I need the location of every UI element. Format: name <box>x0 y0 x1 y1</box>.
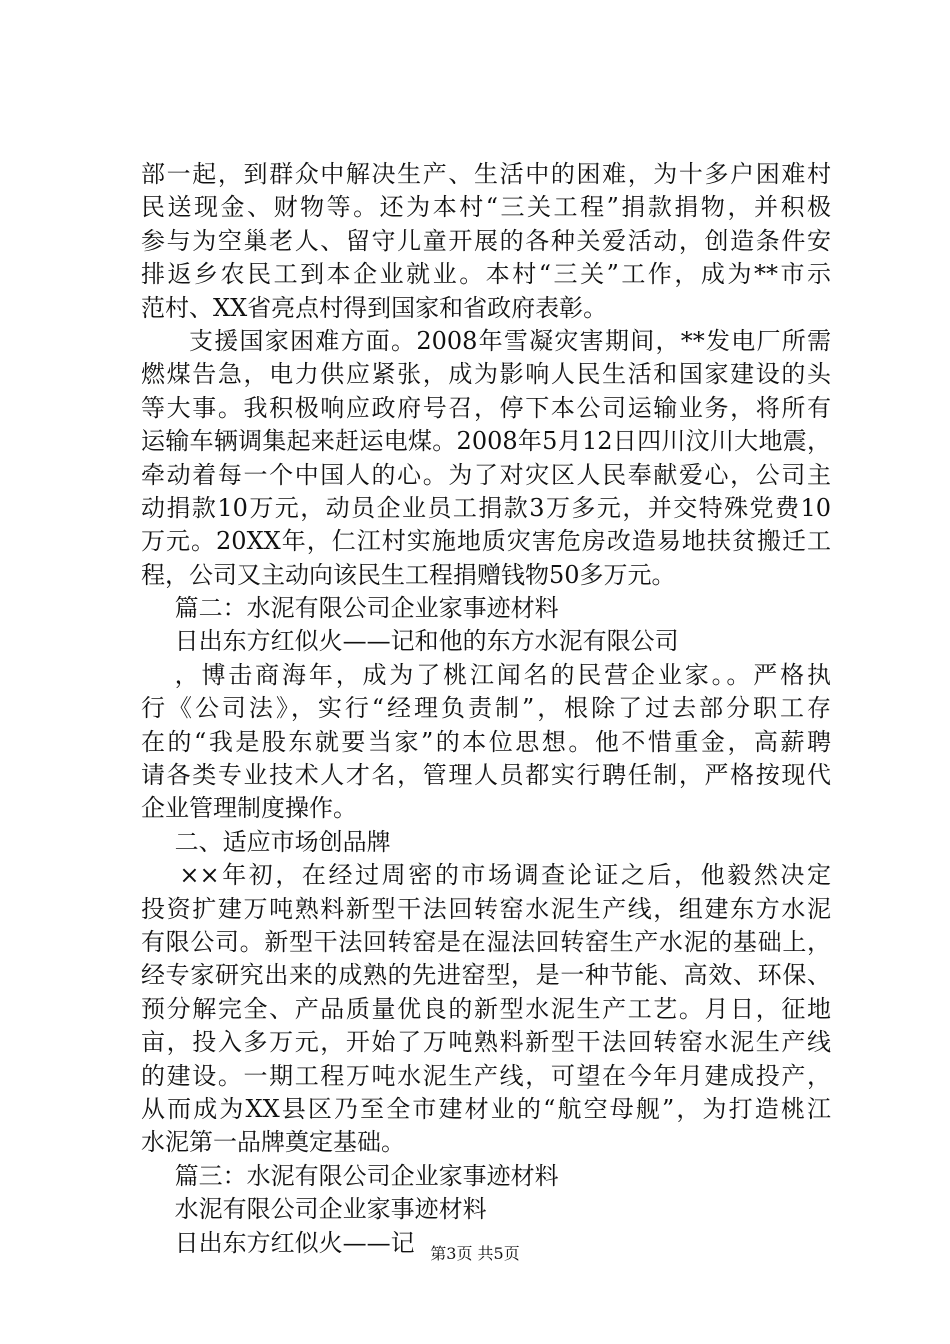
text-line-content: 预分解完全、产品质量优良的新型水泥生产工艺。月日，征地 <box>141 994 831 1023</box>
text-line-content: 水泥第一品牌奠定基础。 <box>141 1128 405 1157</box>
text-line-content: 动捐款10万元，动员企业员工捐款3万多元，并交特殊党费10 <box>141 493 831 522</box>
text-line-content: 万元。20XX年，仁江村实施地质灾害危房改造易地扶贫搬迁工 <box>141 527 831 556</box>
text-line <box>141 993 841 1026</box>
text-line-content: 部一起，到群众中解决生产、生活中的困难，为十多户困难村 <box>141 160 831 188</box>
text-line <box>141 559 841 592</box>
text-line-content: 篇二：水泥有限公司企业家事迹材料 <box>174 594 559 623</box>
text-line-content: 篇三：水泥有限公司企业家事迹材料 <box>174 1161 559 1190</box>
text-line <box>141 859 841 892</box>
text-line-content: 投资扩建万吨熟料新型干法回转窑水泥生产线，组建东方水泥 <box>141 894 831 923</box>
text-line-content: 行《公司法》，实行“经理负责制”，根除了过去部分职工存 <box>141 694 831 723</box>
text-line-content: 牵动着每一个中国人的心。为了对灾区人民奉献爱心，公司主 <box>141 460 831 489</box>
page-footer: 第3页 共5页 <box>430 1244 520 1263</box>
text-line <box>141 191 841 224</box>
text-line-content: 二、适应市场创品牌 <box>174 827 391 856</box>
text-line-content: 范村、XX省亮点村得到国家和省政府表彰。 <box>141 293 608 322</box>
document-body <box>141 158 841 1260</box>
text-line-content: 从而成为XX县区乃至全市建材业的“航空母舰”，为打造桃江 <box>141 1094 831 1123</box>
text-line-content: 程，公司又主动向该民生工程捐赠钱物50多万元。 <box>141 560 676 589</box>
text-line-content: 经专家研究出来的成熟的先进窑型，是一种节能、高效、环保、 <box>141 961 831 990</box>
text-line <box>141 492 841 525</box>
text-line <box>141 726 841 759</box>
text-line <box>141 926 841 959</box>
text-line <box>141 792 841 825</box>
text-line-content: 日出东方红似火——记 <box>174 1228 415 1257</box>
text-line <box>141 425 841 458</box>
text-line-content: 参与为空巢老人、留守儿童开展的各种关爱活动，创造条件安 <box>141 226 831 255</box>
text-line <box>141 158 841 191</box>
text-line-content: 企业管理制度操作。 <box>141 794 357 823</box>
text-line-content: 支援国家困难方面。2008年雪凝灾害期间，**发电厂所需 <box>189 326 831 355</box>
text-line-content: 水泥有限公司企业家事迹材料 <box>174 1195 487 1224</box>
text-line <box>141 1126 841 1159</box>
text-line <box>141 1060 841 1093</box>
text-line <box>141 325 841 358</box>
text-line <box>141 959 841 992</box>
text-line-content: 日出东方红似火——记和他的东方水泥有限公司 <box>174 627 679 656</box>
text-line <box>141 1160 841 1193</box>
text-line <box>141 826 841 859</box>
text-line <box>141 1093 841 1126</box>
text-line-content: ，博击商海年，成为了桃江闻名的民营企业家。。严格执 <box>174 660 831 689</box>
text-line <box>141 659 841 692</box>
text-line-content: 亩，投入多万元，开始了万吨熟料新型干法回转窑水泥生产线 <box>141 1028 831 1057</box>
text-line <box>141 392 841 425</box>
text-line-content: 的建设。一期工程万吨水泥生产线，可望在今年月建成投产， <box>141 1061 831 1090</box>
text-line <box>141 759 841 792</box>
text-line <box>141 1026 841 1059</box>
text-line <box>141 358 841 391</box>
text-line <box>141 625 841 658</box>
text-line-content: 排返乡农民工到本企业就业。本村“三关”工作，成为**市示 <box>141 260 831 289</box>
text-line-content: 请各类专业技术人才名，管理人员都实行聘任制，严格按现代 <box>141 761 831 790</box>
text-line <box>141 893 841 926</box>
text-line <box>141 292 841 325</box>
text-line-content: 有限公司。新型干法回转窑是在湿法回转窑生产水泥的基础上， <box>141 927 831 956</box>
text-line <box>141 692 841 725</box>
text-line <box>141 592 841 625</box>
text-line <box>141 258 841 291</box>
text-line <box>141 1193 841 1226</box>
text-line <box>141 225 841 258</box>
text-line <box>141 459 841 492</box>
text-line-content: 运输车辆调集起来赶运电煤。2008年5月12日四川汶川大地震， <box>141 427 831 456</box>
text-line <box>141 525 841 558</box>
text-line-content: 等大事。我积极响应政府号召，停下本公司运输业务，将所有 <box>141 393 831 422</box>
text-line-content: ××年初，在经过周密的市场调查论证之后，他毅然决定 <box>179 861 831 890</box>
text-line-content: 燃煤告急，电力供应紧张，成为影响人民生活和国家建设的头 <box>141 360 831 389</box>
text-line-content: 在的“我是股东就要当家”的本位思想。他不惜重金，高薪聘 <box>141 727 831 756</box>
text-line-content: 民送现金、财物等。还为本村“三关工程”捐款捐物，并积极 <box>141 193 831 222</box>
